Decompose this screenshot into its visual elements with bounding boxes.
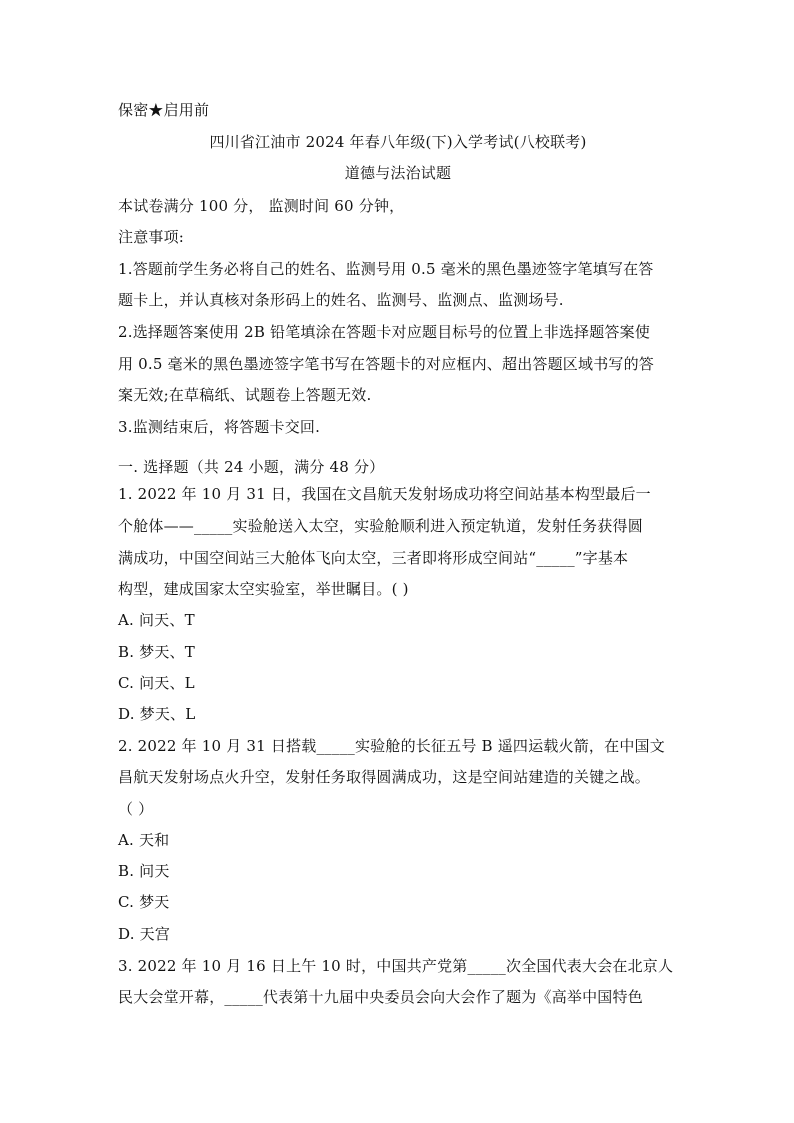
- notice-line: 案无效;在草稿纸、试题卷上答题无效.: [118, 386, 372, 404]
- question-2-option-c: C. 梦天: [118, 893, 170, 911]
- notice-line: 用 0.5 毫米的黑色墨迹签字笔书写在答题卡的对应框内、超出答题区域书写的答: [118, 355, 654, 373]
- question-2-option-a: A. 天和: [118, 831, 170, 849]
- question-2-line: （ ）: [118, 800, 154, 818]
- question-3-line: 3. 2022 年 10 月 16 日上午 10 时，中国共产党第_____次全国代表大会在北京人: [118, 957, 674, 975]
- subject-title: 道德与法治试题: [344, 164, 452, 182]
- question-1-option-d: D. 梦天、L: [118, 705, 196, 723]
- score-time-text: 本试卷满分 100 分， 监测时间 60 分钟，: [118, 197, 405, 215]
- section-title: 一. 选择题（共 24 小题，满分 48 分）: [118, 458, 385, 476]
- notice-line: 题卡上，并认真核对条形码上的姓名、监测号、监测点、监测场号.: [118, 291, 564, 309]
- exam-title: 四川省江油市 2024 年春八年级(下)入学考试(八校联考): [209, 133, 587, 151]
- question-2-line: 2. 2022 年 10 月 31 日搭载_____实验舱的长征五号 B 遥四运载火箭，在中国文: [118, 737, 665, 755]
- question-1-line: 1. 2022 年 10 月 31 日，我国在文昌航天发射场成功将空间站基本构型最后一: [118, 485, 651, 503]
- question-1-line: 个舱体——_____实验舱送入太空，实验舱顺利进入预定轨道，发射任务获得圆: [118, 517, 643, 535]
- question-2-option-d: D. 天宫: [118, 925, 171, 943]
- notice-line: 3.监测结束后，将答题卡交回.: [118, 418, 321, 436]
- question-1-line: 满成功，中国空间站三大舱体飞向太空，三者即将形成空间站“_____”字基本: [118, 549, 629, 567]
- question-1-line: 构型，建成国家太空实验室，举世瞩目。( ): [118, 580, 409, 598]
- question-1-option-c: C. 问天、L: [118, 674, 195, 692]
- confidential-label: 保密★启用前: [118, 101, 210, 119]
- question-1-option-a: A. 问天、T: [118, 611, 195, 629]
- question-3-line: 民大会堂开幕，_____代表第十九届中央委员会向大会作了题为《高举中国特色: [118, 988, 643, 1006]
- question-2-option-b: B. 问天: [118, 862, 170, 880]
- question-1-option-b: B. 梦天、T: [118, 643, 195, 661]
- notice-line: 2.选择题答案使用 2B 铅笔填涂在答题卡对应题目标号的位置上非选择题答案使: [118, 323, 651, 341]
- notice-line: 1.答题前学生务必将自己的姓名、监测号用 0.5 毫米的黑色墨迹签字笔填写在答: [118, 260, 654, 278]
- question-2-line: 昌航天发射场点火升空，发射任务取得圆满成功，这是空间站建造的关键之战。: [118, 768, 651, 786]
- notice-title: 注意事项:: [118, 228, 185, 246]
